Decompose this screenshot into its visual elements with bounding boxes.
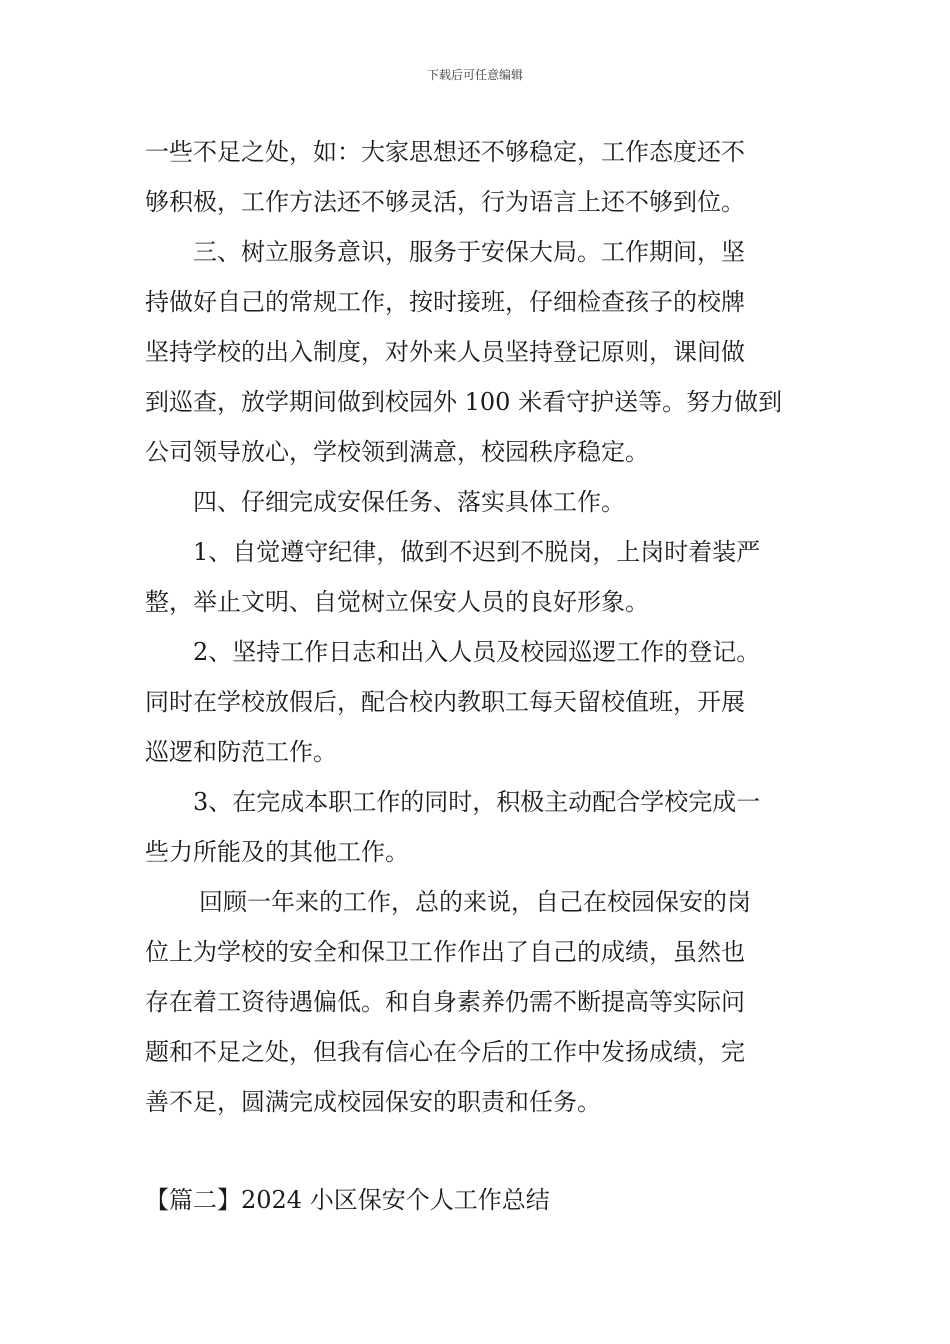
text-line: 公司领导放心，学校领到满意，校园秩序稳定。 (145, 438, 649, 466)
text-line: 些力所能及的其他工作。 (145, 838, 409, 866)
text-line: 一些不足之处，如：大家思想还不够稳定，工作态度还不 (145, 138, 745, 166)
text-line: 持做好自己的常规工作，按时接班，仔细检查孩子的校牌 (145, 288, 745, 316)
text-line: 善不足，圆满完成校园保安的职责和任务。 (145, 1088, 601, 1116)
text-line: 坚持学校的出入制度，对外来人员坚持登记原则，课间做 (145, 338, 745, 366)
page-header-note: 下载后可任意编辑 (426, 68, 523, 82)
section-spacer (145, 1127, 815, 1175)
text-line: 1、自觉遵守纪律，做到不迟到不脱岗，上岗时着装严 (193, 538, 761, 566)
text-line: 2、坚持工作日志和出入人员及校园巡逻工作的登记。 (193, 638, 761, 666)
text-line: 整，举止文明、自觉树立保安人员的良好形象。 (145, 588, 649, 616)
text-line: 回顾一年来的工作，总的来说，自己在校园保安的岗 (199, 888, 751, 916)
text-line: 巡逻和防范工作。 (145, 738, 337, 766)
text-line: 存在着工资待遇偏低。和自身素养仍需不断提高等实际问 (145, 988, 745, 1016)
text-line: 位上为学校的安全和保卫工作作出了自己的成绩，虽然也 (145, 938, 745, 966)
document-body (145, 127, 815, 1225)
text-line: 三、树立服务意识，服务于安保大局。工作期间，坚 (193, 238, 745, 266)
text-line: 够积极，工作方法还不够灵活，行为语言上还不够到位。 (145, 188, 745, 216)
text-line: 3、在完成本职工作的同时，积极主动配合学校完成一 (193, 788, 761, 816)
section-title: 【篇二】2024 小区保安个人工作总结 (145, 1186, 550, 1214)
text-line: 到巡查，放学期间做到校园外 100 米看守护送等。努力做到 (145, 388, 783, 416)
text-line: 题和不足之处，但我有信心在今后的工作中发扬成绩，完 (145, 1038, 745, 1066)
text-line: 同时在学校放假后，配合校内教职工每天留校值班，开展 (145, 688, 745, 716)
text-line: 四、仔细完成安保任务、落实具体工作。 (193, 488, 625, 516)
